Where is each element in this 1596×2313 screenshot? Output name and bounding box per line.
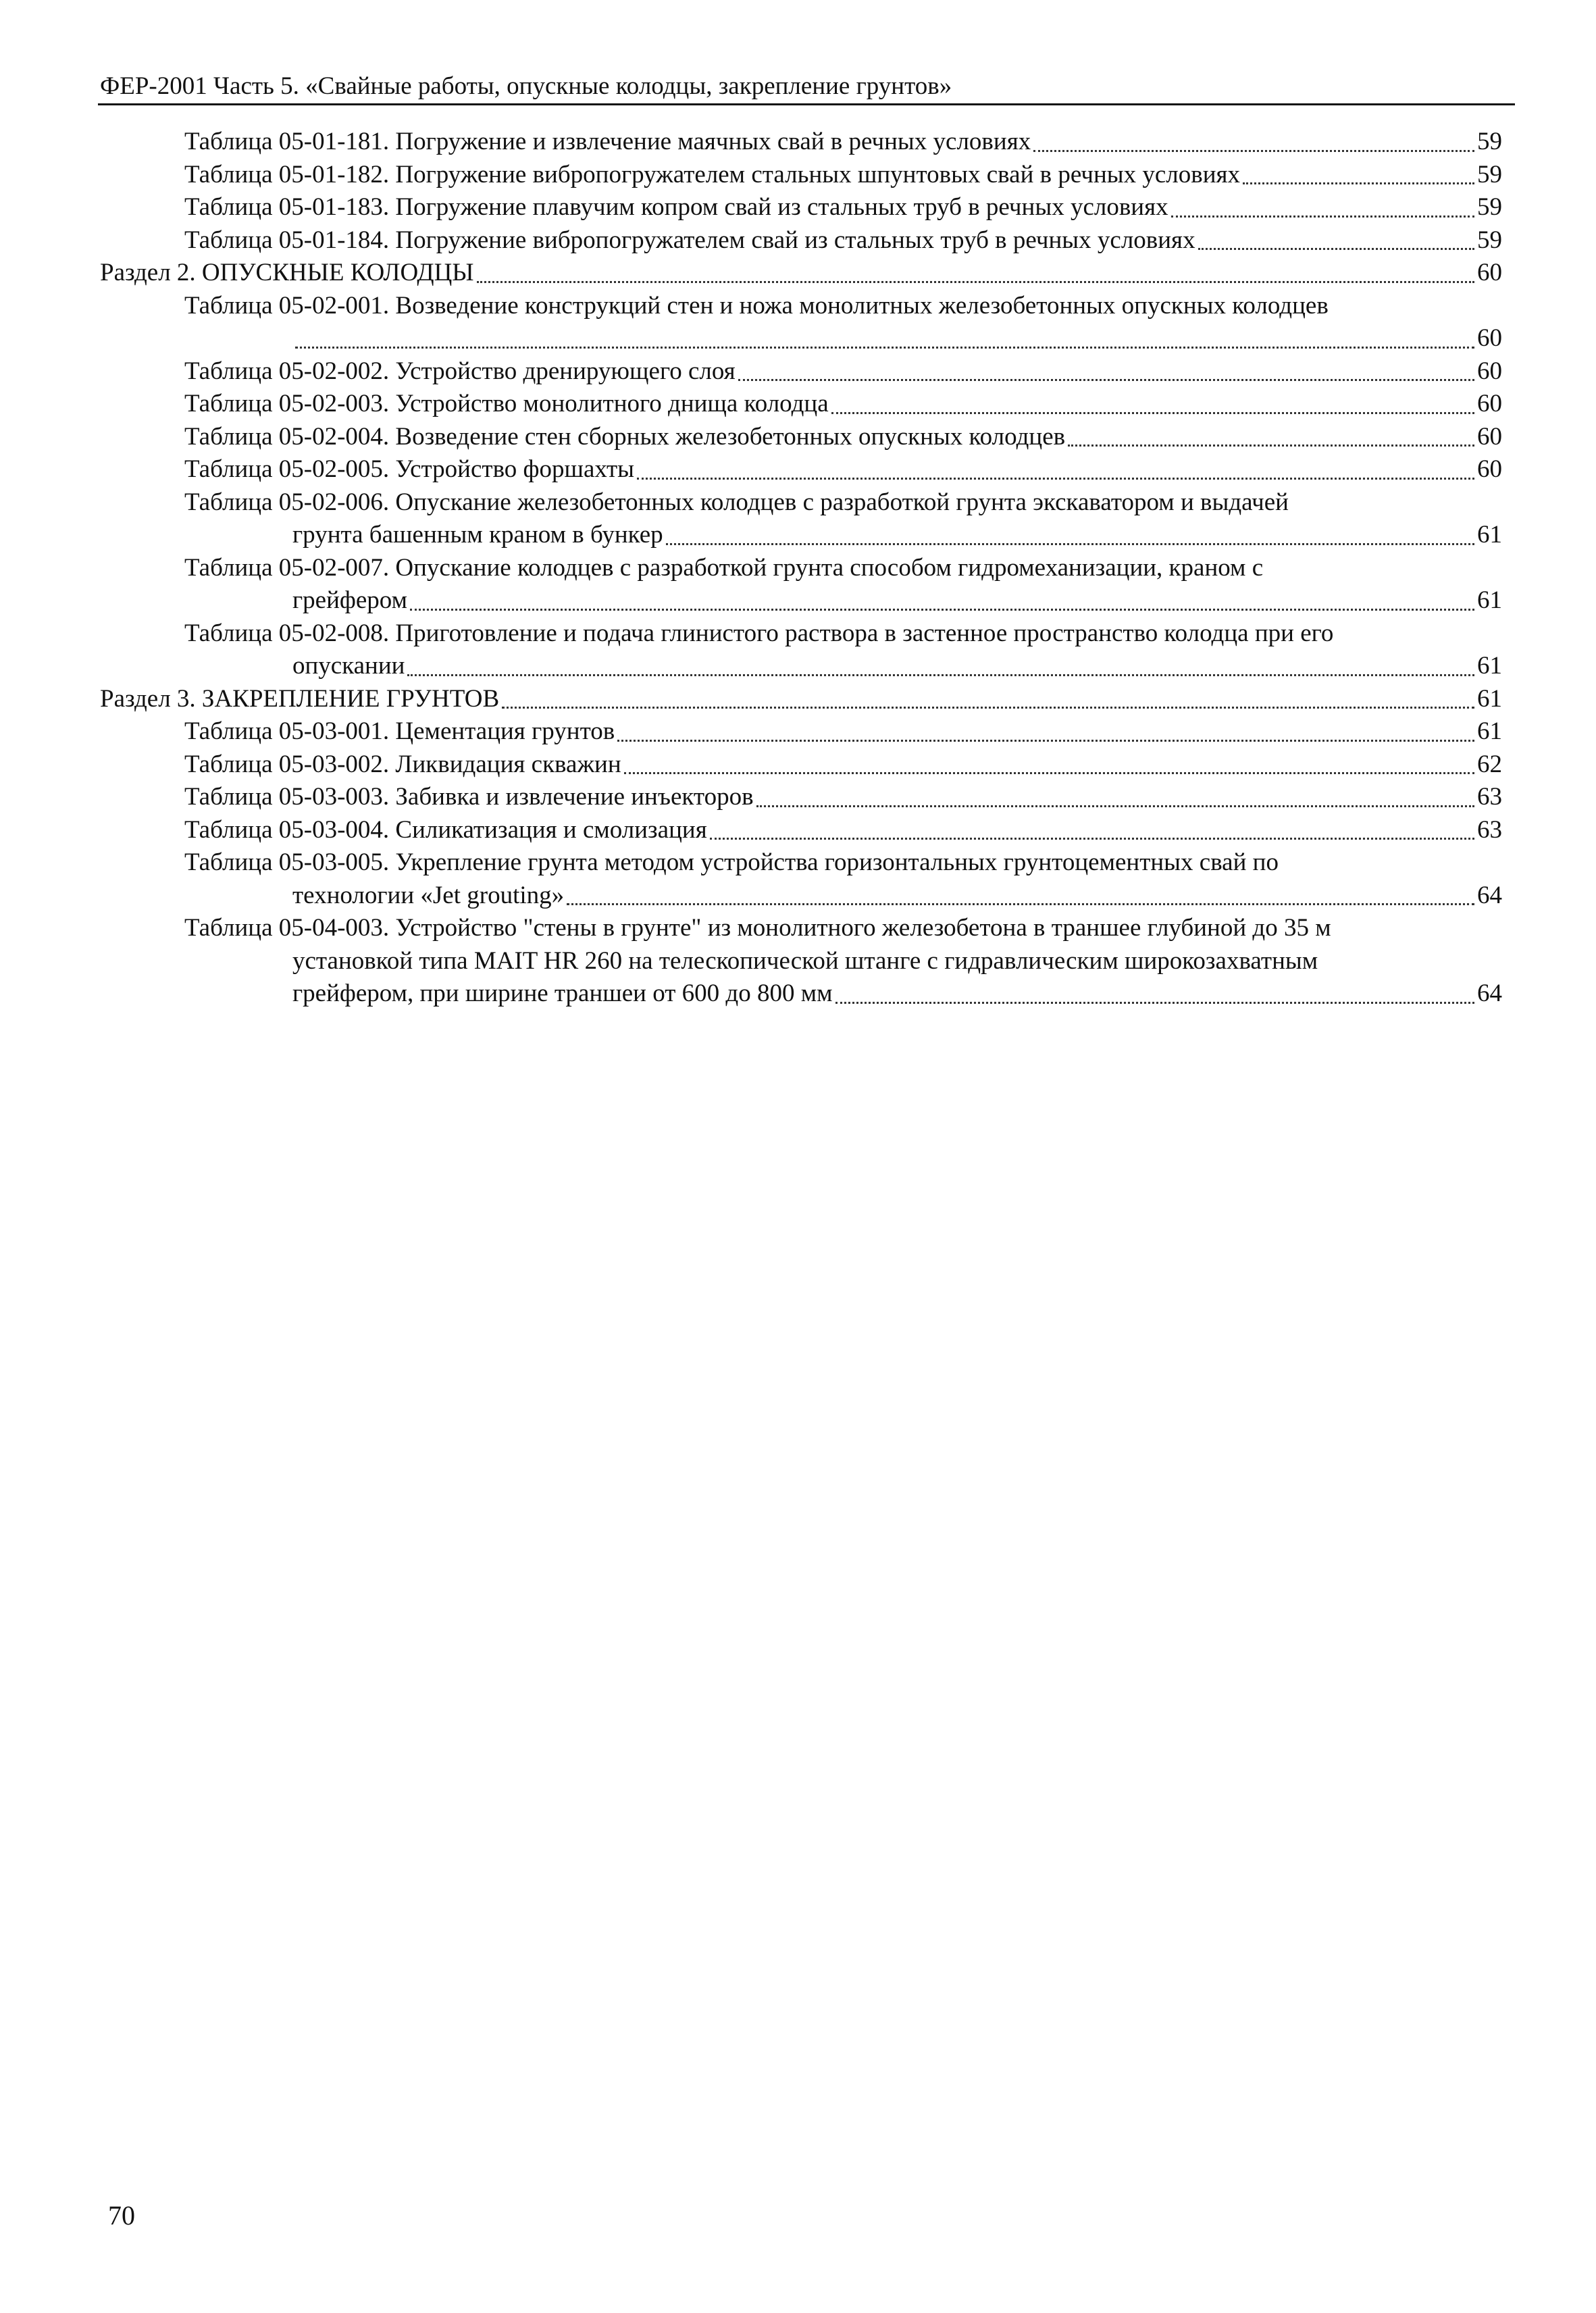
- toc-table-entry[interactable]: [100, 388, 1502, 421]
- running-header: ФЕР-2001 Часть 5. «Свайные работы, опускные колодцы, закрепление грунтов»: [100, 72, 952, 100]
- toc-entry-text: Таблица 05-02-003. Устройство монолитного днища колодца: [184, 390, 829, 417]
- toc-entry-text: установкой типа MAIT HR 260 на телескопической штанге с гидравлическим широкозахватным: [292, 946, 1318, 975]
- header-divider: [98, 103, 1515, 105]
- toc-entry-line: [184, 617, 1502, 651]
- toc-table-entry[interactable]: [100, 290, 1502, 355]
- toc-table-entry[interactable]: [100, 453, 1502, 486]
- toc-entry-line: [184, 552, 1502, 585]
- toc-entry-line: [184, 846, 1502, 880]
- toc-page-number: 59: [1477, 160, 1502, 188]
- toc-entry-text: Таблица 05-03-004. Силикатизация и смолизация: [184, 815, 707, 844]
- toc-page-number: 61: [1477, 717, 1502, 745]
- dot-leader: [835, 979, 1474, 1004]
- dot-leader: [624, 749, 1474, 774]
- toc-entry-line: [184, 880, 1502, 913]
- toc-table-entry[interactable]: [100, 191, 1502, 224]
- toc-entry-line: [184, 486, 1502, 519]
- toc-page-number: 64: [1477, 980, 1502, 1007]
- toc-entry-text: Таблица 05-02-005. Устройство форшахты: [184, 455, 635, 483]
- toc-entry-line: [184, 388, 1502, 421]
- toc-entry-line: [184, 650, 1502, 683]
- toc-entry-line: [184, 290, 1502, 323]
- toc-page-number: 61: [1477, 684, 1502, 713]
- toc-entry-line: [184, 748, 1502, 782]
- toc-page-number: 64: [1477, 881, 1502, 909]
- dot-leader: [738, 356, 1474, 381]
- toc-table-entry[interactable]: [100, 355, 1502, 388]
- toc-entry-text: Таблица 05-02-004. Возведение стен сборных железобетонных опускных колодцев: [184, 422, 1066, 451]
- toc-entry-line: [184, 191, 1502, 224]
- toc-entry-text: Раздел 2. ОПУСКНЫЕ КОЛОДЦЫ: [100, 259, 474, 286]
- toc-page-number: 60: [1477, 357, 1502, 385]
- dot-leader: [295, 324, 1474, 349]
- toc-entry-line: [100, 257, 1502, 290]
- toc-entry-line: [184, 945, 1502, 978]
- toc-table-entry[interactable]: [100, 814, 1502, 847]
- dot-leader: [477, 258, 1474, 283]
- toc-entry-line: [184, 977, 1502, 1011]
- dot-leader: [567, 880, 1474, 905]
- toc-page-number: 60: [1477, 324, 1502, 352]
- toc-table-entry[interactable]: [100, 846, 1502, 912]
- toc-page-number: 62: [1477, 750, 1502, 778]
- toc-entry-text: Таблица 05-03-001. Цементация грунтов: [184, 717, 615, 745]
- toc-entry-line: [184, 781, 1502, 814]
- toc-page-number: 63: [1477, 815, 1502, 844]
- toc-entry-text: Таблица 05-04-003. Устройство "стены в грунте" из монолитного железобетона в траншее глубиной до 35 м: [184, 914, 1331, 942]
- toc-page-number: 60: [1477, 259, 1502, 286]
- toc-entry-text: опускании: [292, 652, 405, 680]
- toc-entry-text: Таблица 05-02-006. Опускание железобетонных колодцев с разработкой грунта экскаватором и выдачей: [184, 488, 1289, 516]
- toc-entry-text: грейфером, при ширине траншеи от 600 до 800 мм: [292, 980, 833, 1007]
- toc-entry-text: Таблица 05-02-002. Устройство дренирующего слоя: [184, 357, 736, 385]
- toc-page-number: 61: [1477, 652, 1502, 680]
- toc-entry-text: Раздел 3. ЗАКРЕПЛЕНИЕ ГРУНТОВ: [100, 684, 500, 713]
- toc-entry-line: [100, 683, 1502, 716]
- toc-entry-text: Таблица 05-02-008. Приготовление и подача глинистого раствора в застенное пространство колодца при его: [184, 619, 1334, 647]
- dot-leader: [1171, 193, 1474, 218]
- dot-leader: [410, 586, 1474, 611]
- toc-entry-line: [184, 519, 1502, 552]
- toc-table-entry[interactable]: [100, 748, 1502, 782]
- toc-entry-text: грунта башенным краном в бункер: [292, 521, 663, 549]
- toc-page-number: 60: [1477, 422, 1502, 451]
- toc-page-number: 60: [1477, 455, 1502, 483]
- toc-entry-text: Таблица 05-01-184. Погружение вибропогружателем свай из стальных труб в речных условиях: [184, 226, 1195, 254]
- dot-leader: [1068, 422, 1474, 447]
- toc-page-number: 63: [1477, 783, 1502, 811]
- toc-entry-text: технологии «Jet grouting»: [292, 881, 565, 909]
- toc-entry-line: [184, 912, 1502, 945]
- toc-entry-line: [184, 224, 1502, 257]
- toc-entry-text: Таблица 05-03-003. Забивка и извлечение инъекторов: [184, 783, 754, 811]
- toc-table-entry[interactable]: [100, 126, 1502, 159]
- toc-table-entry[interactable]: [100, 617, 1502, 683]
- toc-table-entry[interactable]: [100, 421, 1502, 454]
- toc-entry-line: [184, 421, 1502, 454]
- dot-leader: [617, 717, 1474, 742]
- toc-table-entry[interactable]: [100, 912, 1502, 1011]
- toc-entry-line: [184, 584, 1502, 617]
- toc-table-entry[interactable]: [100, 781, 1502, 814]
- toc-table-entry[interactable]: [100, 552, 1502, 617]
- toc-page-number: 60: [1477, 390, 1502, 417]
- dot-leader: [756, 782, 1474, 807]
- toc-entry-text: Таблица 05-02-007. Опускание колодцев с разработкой грунта способом гидромеханизации, краном с: [184, 553, 1264, 582]
- toc-entry-text: Таблица 05-02-001. Возведение конструкций стен и ножа монолитных железобетонных опускных колодцев: [184, 291, 1329, 320]
- dot-leader: [666, 520, 1474, 545]
- toc-page-number: 59: [1477, 226, 1502, 254]
- toc-entry-text: грейфером: [292, 586, 408, 614]
- dot-leader: [502, 684, 1474, 709]
- toc-entry-text: Таблица 05-01-182. Погружение вибропогружателем стальных шпунтовых свай в речных условиях: [184, 160, 1241, 188]
- dot-leader: [1243, 159, 1474, 184]
- toc-entry-line: [184, 814, 1502, 847]
- dot-leader: [1033, 127, 1474, 152]
- toc-entry-text: Таблица 05-03-002. Ликвидация скважин: [184, 750, 621, 778]
- toc-table-entry[interactable]: [100, 224, 1502, 257]
- toc-entry-line: [184, 126, 1502, 159]
- toc-section-entry[interactable]: [100, 257, 1502, 290]
- toc-entry-text: Таблица 05-01-183. Погружение плавучим копром свай из стальных труб в речных условиях: [184, 193, 1168, 221]
- dot-leader: [637, 455, 1474, 480]
- toc-entry-text: Таблица 05-03-005. Укрепление грунта методом устройства горизонтальных грунтоцементных свай по: [184, 848, 1279, 876]
- table-of-contents: [100, 126, 1502, 1011]
- toc-entry-line: [184, 322, 1502, 355]
- toc-section-entry[interactable]: [100, 683, 1502, 716]
- toc-entry-line: [184, 355, 1502, 388]
- dot-leader: [831, 389, 1474, 414]
- toc-page-number: 61: [1477, 586, 1502, 614]
- dot-leader: [1198, 225, 1474, 250]
- toc-table-entry[interactable]: [100, 159, 1502, 192]
- dot-leader: [407, 651, 1474, 676]
- toc-page-number: 59: [1477, 193, 1502, 221]
- toc-page-number: 61: [1477, 521, 1502, 549]
- dot-leader: [710, 815, 1474, 840]
- toc-table-entry[interactable]: [100, 486, 1502, 552]
- toc-entry-line: [184, 715, 1502, 748]
- toc-entry-line: [184, 453, 1502, 486]
- toc-page-number: 59: [1477, 128, 1502, 155]
- page-number: 70: [108, 2200, 135, 2231]
- toc-entry-text: Таблица 05-01-181. Погружение и извлечение маячных свай в речных условиях: [184, 128, 1031, 155]
- toc-entry-line: [184, 159, 1502, 192]
- toc-table-entry[interactable]: [100, 715, 1502, 748]
